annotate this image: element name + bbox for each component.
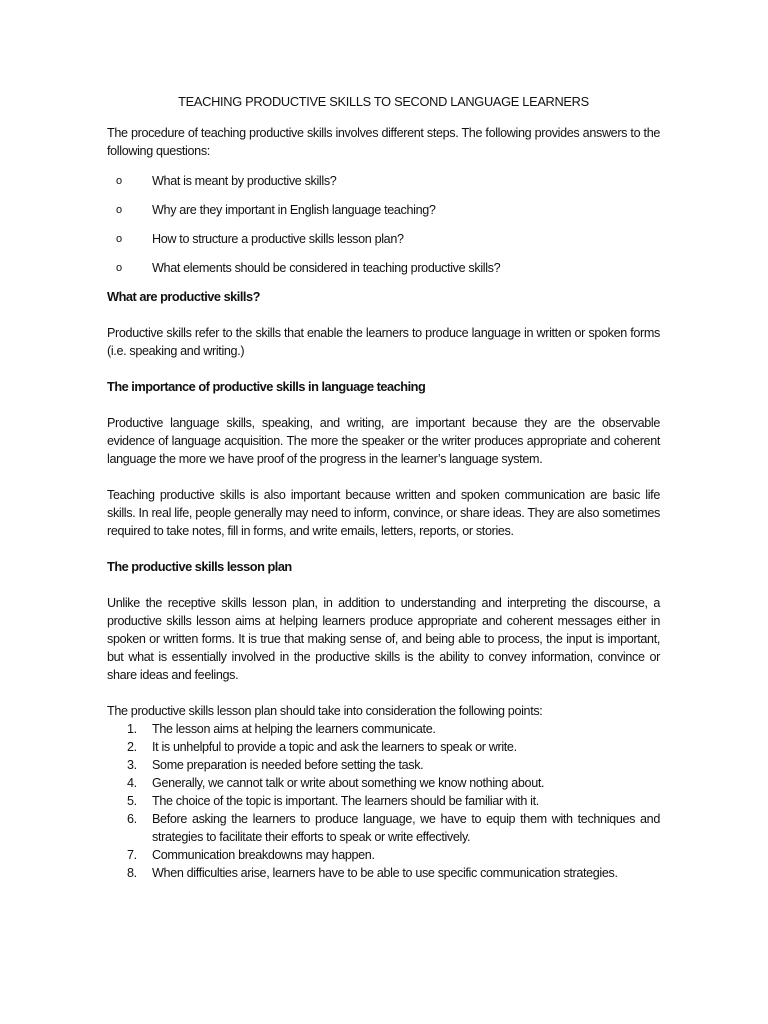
point-text: It is unhelpful to provide a topic and ask the learners to speak or write. [152,740,517,754]
point-number: 7. [127,848,137,862]
point-text: When difficulties arise, learners have to be able to use specific communication strategies. [152,866,618,880]
list-item [107,756,660,774]
question-text: What elements should be considered in teaching productive skills? [152,261,501,275]
point-number: 8. [127,866,137,880]
list-item [107,810,660,846]
list-item [107,172,660,190]
point-text: Some preparation is needed before setting the task. [152,758,424,772]
question-text: What is meant by productive skills? [152,174,337,188]
question-text: How to structure a productive skills lesson plan? [152,232,404,246]
points-list [107,720,660,882]
lesson-plan-paragraph: Unlike the receptive skills lesson plan, in addition to understanding and interpreting the discourse, a productive skills lesson aims at helping learners produce appropriate and coherent messages either in spoken or written forms. It is true that making sense of, and being able to process, the input is important, but what is essentially involved in the productive skills is the ability to convey information, convince or share ideas and feelings. [107,596,660,682]
importance-paragraph-1: Productive language skills, speaking, and writing, are important because they are the observable evidence of language acquisition. The more the speaker or the writer produces appropriate and coherent language the more we have proof of the progress in the learner’s language system. [107,416,660,466]
point-number: 2. [127,740,137,754]
list-item [107,792,660,810]
point-text: Communication breakdowns may happen. [152,848,375,862]
list-item [107,201,660,219]
point-number: 4. [127,776,137,790]
points-intro: The productive skills lesson plan should take into consideration the following points: [107,704,543,718]
point-number: 5. [127,794,137,808]
point-number: 1. [127,722,137,736]
bullet-marker: o [116,175,122,187]
questions-list [107,172,660,277]
section-heading-importance: The importance of productive skills in language teaching [107,379,426,394]
list-item [107,864,660,882]
list-item [107,720,660,738]
point-text: Before asking the learners to produce language, we have to equip them with techniques and strategies to facilitate their efforts to speak or write effectively. [152,812,660,844]
section-heading-definition: What are productive skills? [107,289,260,304]
bullet-marker: o [116,233,122,245]
definition-paragraph: Productive skills refer to the skills that enable the learners to produce language in written or spoken forms (i.e. speaking and writing.) [107,326,660,358]
document-title: TEACHING PRODUCTIVE SKILLS TO SECOND LANGUAGE LEARNERS [178,94,589,109]
list-item [107,774,660,792]
bullet-marker: o [116,204,122,216]
intro-paragraph: The procedure of teaching productive skills involves different steps. The following provides answers to the following questions: [107,126,660,158]
list-item [107,259,660,277]
point-number: 3. [127,758,137,772]
list-item [107,230,660,248]
point-text: Generally, we cannot talk or write about something we know nothing about. [152,776,545,790]
point-text: The choice of the topic is important. The learners should be familiar with it. [152,794,539,808]
list-item [107,846,660,864]
document-page [107,93,660,882]
question-text: Why are they important in English language teaching? [152,203,436,217]
bullet-marker: o [116,262,122,274]
list-item [107,738,660,756]
point-number: 6. [127,812,137,826]
importance-paragraph-2: Teaching productive skills is also important because written and spoken communication are basic life skills. In real life, people generally may need to inform, convince, or share ideas. They are also sometimes required to take notes, fill in forms, and write emails, letters, reports, or stories. [107,488,660,538]
point-text: The lesson aims at helping the learners communicate. [152,722,436,736]
section-heading-lesson-plan: The productive skills lesson plan [107,559,292,574]
